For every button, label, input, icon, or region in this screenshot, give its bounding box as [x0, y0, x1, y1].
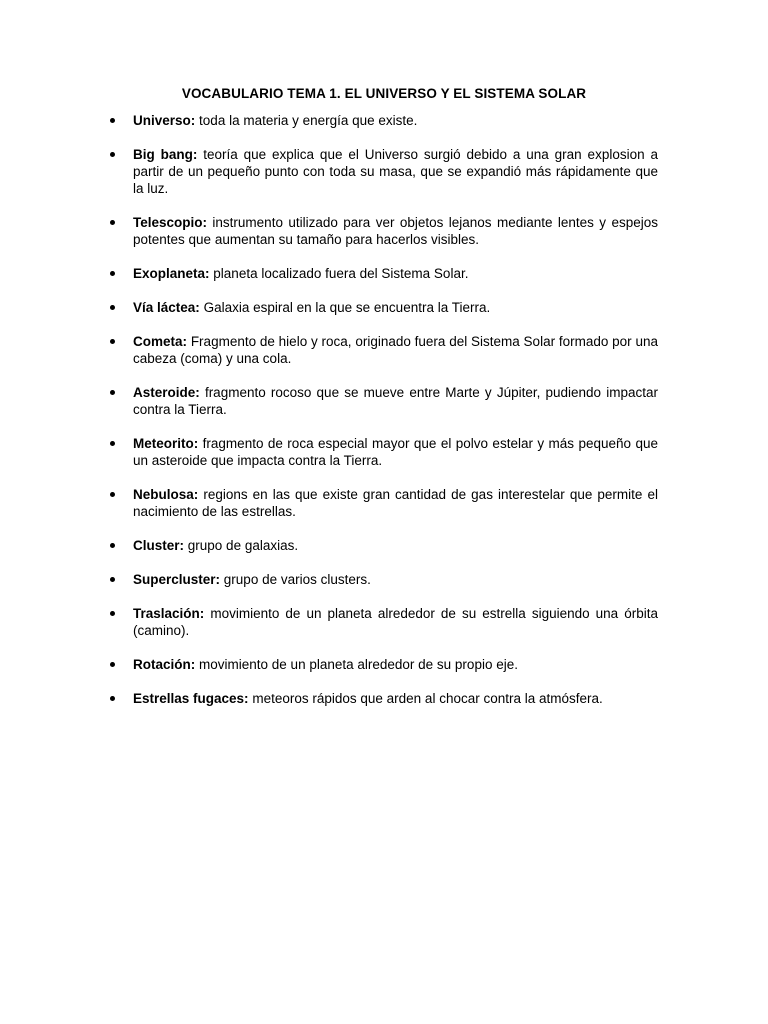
definition: grupo de varios clusters. — [223, 572, 371, 587]
bullet-icon — [110, 152, 115, 157]
definition: movimiento de un planeta alrededor de su estrella siguiendo una órbita (camino). — [133, 606, 658, 638]
term: Universo: — [133, 113, 196, 128]
bullet-icon — [110, 220, 115, 225]
list-item — [133, 299, 658, 316]
bullet-icon — [110, 543, 115, 548]
term: Asteroide: — [133, 385, 200, 400]
list-item — [133, 384, 658, 418]
term: Exoplaneta: — [133, 266, 210, 281]
list-item — [133, 146, 658, 197]
bullet-icon — [110, 441, 115, 446]
vocabulary-list — [133, 112, 658, 724]
definition: toda la materia y energía que existe. — [199, 113, 418, 128]
term: Supercluster: — [133, 572, 221, 587]
document-title: VOCABULARIO TEMA 1. EL UNIVERSO Y EL SISTEMA SOLAR — [181, 86, 587, 101]
list-item — [133, 435, 658, 469]
definition: Fragmento de hielo y roca, originado fuera del Sistema Solar formado por una cabeza (coma) y una cola. — [133, 334, 658, 366]
definition: fragmento de roca especial mayor que el polvo estelar y más pequeño que un asteroide que impacta contra la Tierra. — [133, 436, 658, 468]
bullet-icon — [110, 271, 115, 276]
term: Rotación: — [133, 657, 196, 672]
term: Vía láctea: — [133, 300, 200, 315]
bullet-icon — [110, 577, 115, 582]
bullet-icon — [110, 305, 115, 310]
definition: instrumento utilizado para ver objetos lejanos mediante lentes y espejos potentes que aumentan su tamaño para hacerlos visibles. — [133, 215, 658, 247]
bullet-icon — [110, 611, 115, 616]
definition: regions en las que existe gran cantidad de gas interestelar que permite el nacimiento de las estrellas. — [133, 487, 658, 519]
definition: planeta localizado fuera del Sistema Solar. — [213, 266, 469, 281]
definition: fragmento rocoso que se mueve entre Marte y Júpiter, pudiendo impactar contra la Tierra. — [133, 385, 658, 417]
bullet-icon — [110, 696, 115, 701]
term: Big bang: — [133, 147, 198, 162]
definition: movimiento de un planeta alrededor de su propio eje. — [199, 657, 518, 672]
list-item — [133, 214, 658, 248]
term: Cometa: — [133, 334, 188, 349]
bullet-icon — [110, 492, 115, 497]
term: Estrellas fugaces: — [133, 691, 249, 706]
definition: meteoros rápidos que arden al chocar contra la atmósfera. — [252, 691, 603, 706]
term: Cluster: — [133, 538, 185, 553]
list-item — [133, 656, 658, 673]
list-item — [133, 333, 658, 367]
list-item — [133, 486, 658, 520]
definition: grupo de galaxias. — [187, 538, 299, 553]
bullet-icon — [110, 662, 115, 667]
bullet-icon — [110, 339, 115, 344]
bullet-icon — [110, 118, 115, 123]
term: Meteorito: — [133, 436, 199, 451]
definition: Galaxia espiral en la que se encuentra la Tierra. — [203, 300, 491, 315]
list-item — [133, 690, 658, 707]
bullet-icon — [110, 390, 115, 395]
term: Nebulosa: — [133, 487, 199, 502]
list-item — [133, 571, 658, 588]
list-item — [133, 265, 658, 282]
list-item — [133, 537, 658, 554]
list-item — [133, 605, 658, 639]
term: Telescopio: — [133, 215, 208, 230]
term: Traslación: — [133, 606, 205, 621]
list-item — [133, 112, 658, 129]
definition: teoría que explica que el Universo surgió debido a una gran explosion a partir de un pequeño punto con toda su masa, que se expandió más rápidamente que la luz. — [133, 147, 658, 196]
